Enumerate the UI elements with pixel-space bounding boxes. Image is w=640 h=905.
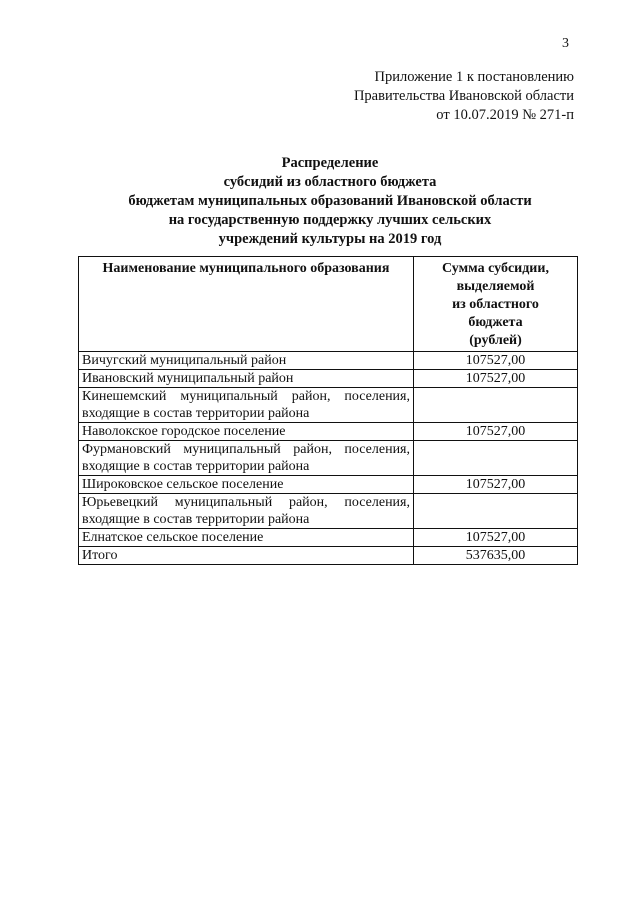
table-row [79, 423, 578, 441]
header-subsidy-amount [414, 257, 578, 352]
table-row [79, 388, 578, 423]
municipality-name: Вичугский муниципальный район [79, 352, 414, 370]
municipality-name: Фурмановский муниципальный район, поселения, входящие в состав территории района [79, 441, 414, 476]
subsidy-amount [414, 388, 578, 423]
title-line: учреждений культуры на 2019 год [218, 231, 442, 247]
subsidy-amount: 107527,00 [414, 423, 578, 441]
header-municipality: Наименование муниципального образования [79, 257, 414, 352]
appendix-reference [354, 68, 574, 125]
total-label: Итого [79, 547, 414, 565]
subsidy-amount [414, 494, 578, 529]
appendix-line: Правительства Ивановской области [353, 88, 574, 104]
municipality-name: Юрьевецкий муниципальный район, поселения, входящие в состав территории района [79, 494, 414, 529]
appendix-line: от 10.07.2019 № 271-п [436, 107, 574, 123]
total-amount: 537635,00 [414, 547, 578, 565]
subsidy-amount: 107527,00 [414, 370, 578, 388]
title-line: бюджетам муниципальных образований Ивановской области [128, 193, 532, 209]
table-row [79, 494, 578, 529]
municipality-name: Наволокское городское поселение [79, 423, 414, 441]
municipality-name: Елнатское сельское поселение [79, 529, 414, 547]
subsidy-amount: 107527,00 [414, 352, 578, 370]
table-row [79, 476, 578, 494]
header-sum-line: выделяемой [456, 279, 535, 294]
municipality-name: Широковское сельское поселение [79, 476, 414, 494]
header-sum-line: бюджета [468, 315, 523, 330]
title-line: на государственную поддержку лучших сельских [168, 212, 492, 228]
page-number: 3 [562, 36, 569, 51]
header-sum-line: (рублей) [469, 333, 522, 348]
subsidy-amount [414, 441, 578, 476]
table-total-row [79, 547, 578, 565]
table-row [79, 370, 578, 388]
appendix-line: Приложение 1 к постановлению [374, 69, 574, 85]
title-line: субсидий из областного бюджета [223, 174, 437, 190]
table-row [79, 441, 578, 476]
subsidy-distribution-table [78, 256, 578, 565]
subsidy-amount: 107527,00 [414, 529, 578, 547]
subsidy-amount: 107527,00 [414, 476, 578, 494]
table-header-row [79, 257, 578, 352]
table-row [79, 352, 578, 370]
table-row [79, 529, 578, 547]
header-sum-line: из областного [452, 297, 539, 312]
title-line: Распределение [281, 155, 379, 171]
municipality-name: Кинешемский муниципальный район, поселения, входящие в состав территории района [79, 388, 414, 423]
header-sum-line: Сумма субсидии, [442, 261, 549, 276]
municipality-name: Ивановский муниципальный район [79, 370, 414, 388]
document-title [80, 154, 580, 249]
